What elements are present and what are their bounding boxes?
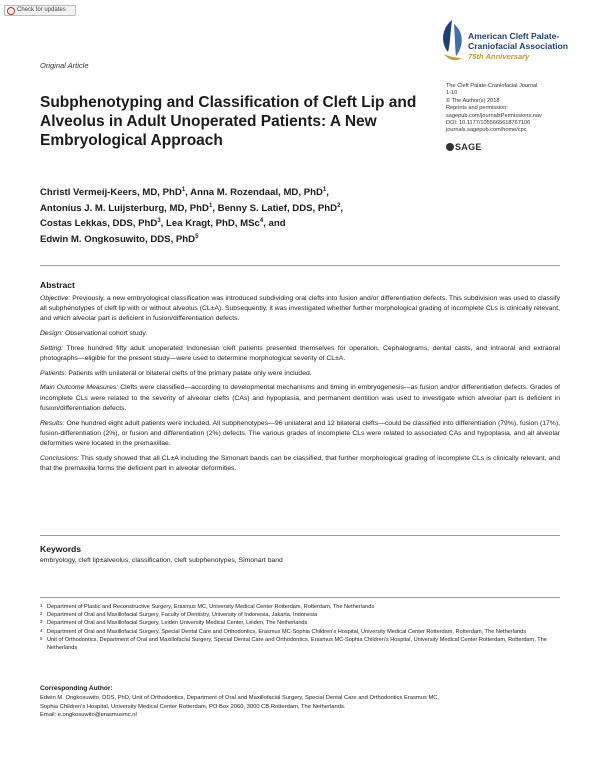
acpa-leaf-icon <box>438 18 466 64</box>
author-name: Christl Vermeij-Keers, MD, PhD <box>40 187 182 198</box>
author-name: Benny S. Latief, DDS, PhD <box>217 202 338 214</box>
sage-mark-icon <box>446 143 454 151</box>
affiliation-item: 5 Unit of Orthodontics, Department of Oral and Maxillofacial Surgery, Special Dental Care and Orthodontics, Erasmus MC-Sophia Children's Hospital, University Medical Center Rotterdam, Rotterdam, The Netherlands <box>40 635 547 652</box>
sage-logo <box>446 142 482 152</box>
author-name: Lea Kragt, PhD, MSc <box>166 218 260 229</box>
author-name: Anna M. Rozendaal, MD, PhD <box>190 187 323 198</box>
abstract-paragraph: Objective: Previously, a new embryological classification was introduced subdividing oral clefts into fusion and/or differentiation defects. This subdivision was used to classify all subphenotypes of cleft lip with or without alveolus (CL±A). Subsequently, it was investigated whether further morphological grading of incomplete CLs is clinically relevant, and which alveolar part is deficient in fusion/differentiation defects. <box>40 295 560 323</box>
affiliations <box>40 603 560 652</box>
author-affiliation: 1 <box>322 187 327 193</box>
corresponding-line: Edwin M. Ongkosuwito, DDS, PhD, Unit of Orthodontics, Department of Oral and Maxillofacial Surgery, Special Dental Care and Orthodontics Erasmus MC, <box>40 695 440 701</box>
article-type: Original Article <box>40 61 89 70</box>
divider <box>40 535 560 536</box>
abstract-label: Results: <box>40 419 65 427</box>
logo-anniversary: 75th Anniversary <box>468 52 530 61</box>
abstract-paragraph: Setting: Three hundred fifty adult unoperated Indonesian cleft patients presented themselves for operation. Cephalograms, dental casts, and intraoral and extraoral photographs—eligible for the present study—were used to determine morphological severity of CL±A. <box>40 344 560 363</box>
author-line <box>40 231 420 247</box>
check-for-updates-badge[interactable] <box>4 5 76 16</box>
author-affiliation: 1 <box>208 202 213 209</box>
author-line: Christl Vermeij-Keers, MD, PhD$^1$, Anna M. Rozendaal, MD, PhD$^1$, <box>40 187 329 198</box>
author-line: Costas Lekkas, DDS, PhD$^3$, Lea Kragt, PhD, MSc$^4$, and <box>40 218 286 229</box>
abstract-label: Setting: <box>40 344 64 352</box>
abstract-paragraph: Design: Observational cohort study. <box>40 330 148 338</box>
author-name: Edwin M. Ongkosuwito, DDS, PhD <box>40 233 196 245</box>
author-affiliation: 5 <box>195 233 199 240</box>
journal-home-url[interactable]: journals.sagepub.com/home/cpc <box>446 127 527 134</box>
author-name: Antonius J. M. Luijsterburg, MD, PhD <box>40 202 209 214</box>
acpa-logo <box>438 14 598 68</box>
author-list <box>40 184 420 246</box>
keywords-list: embryology, cleft lip±alveolus, classification, cleft subphenotypes, Simonart band <box>40 557 283 564</box>
affiliation-item: 4 Department of Oral and Maxillofacial Surgery, Special Dental Care and Orthodontics, Erasmus MC-Sophia Children's Hospital, University Medical Center Rotterdam, Rotterdam, The Netherlands <box>40 627 527 635</box>
journal-reprints-url[interactable]: sagepub.com/journalsPermissions.nav <box>446 112 542 119</box>
article-title: Subphenotyping and Classification of Cleft Lip and Alveolus in Adult Unoperated Patients: A New Embryological Approach <box>40 94 417 149</box>
corresponding-author-heading: Corresponding Author: <box>40 685 113 692</box>
affiliation-item: 3 Department of Oral and Maxillofacial Surgery, Leiden University Medical Center, Leiden, The Netherlands <box>40 619 308 627</box>
affiliation-item: 1 Department of Plastic and Reconstructive Surgery, Erasmus MC, University Medical Center Rotterdam, Rotterdam, The Netherlands <box>40 603 375 610</box>
author-name: Costas Lekkas, DDS, PhD <box>40 218 158 229</box>
abstract-label: Patients: <box>40 369 67 377</box>
author-affiliation: 4 <box>259 218 264 224</box>
logo-line-2: Craniofacial Association <box>468 41 568 51</box>
journal-name: The Cleft Palate-Craniofacial Journal <box>446 83 538 89</box>
abstract-paragraph: Conclusions: This study showed that all CL±A including the Simonart bands can be classified, that further morphological grading of incomplete CLs is clinically relevant, and that the premaxilla forms the deficient part in alveolar deformities. <box>40 454 560 472</box>
abstract-label: Design: <box>40 330 64 338</box>
corresponding-line: Sophia Children's Hospital, University Medical Center Rotterdam, PO Box 2060, 3000 CB Rotterdam, The Netherlands. <box>40 703 346 710</box>
author-line: Antonius J. M. Luijsterburg, MD, PhD$^1$, Benny S. Latief, DDS, PhD$^2$, <box>40 202 344 214</box>
corresponding-email[interactable]: Email: e.ongkosuwito@erasmusmc.nl <box>40 712 137 719</box>
journal-pages: 1-10 <box>446 90 458 97</box>
journal-doi[interactable]: DOI: 10.1177/1055665618767106 <box>446 120 531 127</box>
sage-label: SAGE <box>455 142 482 152</box>
divider <box>40 265 560 266</box>
check-updates-icon <box>7 7 15 15</box>
abstract-label: Objective: <box>40 295 71 302</box>
corresponding-author-details <box>40 694 560 720</box>
abstract-paragraph: Results: One hundred eight adult patients were included. All subphenotypes—96 unilateral and 12 bilateral clefts—could be classified into differentiation (79%), fusion (17%), fusion-differentiation (2%), or fusion and differentiation (2%) defects. The various grades of incomplete CLs were related to associated CAs and hypoplasia, and all alveolar deformities were located in the premaxillae. <box>40 419 561 447</box>
logo-line-1: American Cleft Palate- <box>468 31 560 41</box>
abstract-heading: Abstract <box>40 280 75 290</box>
check-for-updates-label: Check for updates <box>17 7 66 13</box>
journal-reprints: Reprints and permission: <box>446 105 508 112</box>
author-affiliation: 2 <box>337 202 341 209</box>
abstract-paragraph: Patients: Patients with unilateral or bilateral clefts of the primary palate only were included. <box>40 369 312 377</box>
journal-info <box>446 83 596 135</box>
abstract-paragraph: Main Outcome Measures: Clefts were classified—according to developmental mechanisms and timing in embryogenesis—as fusion and/or differentiation defects. Grades of incomplete CLs were related to the severity of alveolar clefts (CAs) and hypoplasia, and permanent dentition was used to investigate which alveolar part is deficient in fusion/differentiation defects. <box>40 384 560 412</box>
abstract-label: Main Outcome Measures: <box>40 384 119 392</box>
abstract-label: Conclusions: <box>40 454 79 462</box>
author-affiliation: 3 <box>157 218 161 224</box>
divider <box>40 597 560 598</box>
author-affiliation: 1 <box>181 187 186 193</box>
journal-copyright: © The Author(s) 2018 <box>446 97 500 104</box>
keywords-heading: Keywords <box>40 544 82 554</box>
abstract-body <box>40 294 560 479</box>
affiliation-item: 2 Department of Oral and Maxillofacial Surgery, Faculty of Dentistry, University of Indonesia, Jakarta, Indonesia <box>40 611 318 619</box>
